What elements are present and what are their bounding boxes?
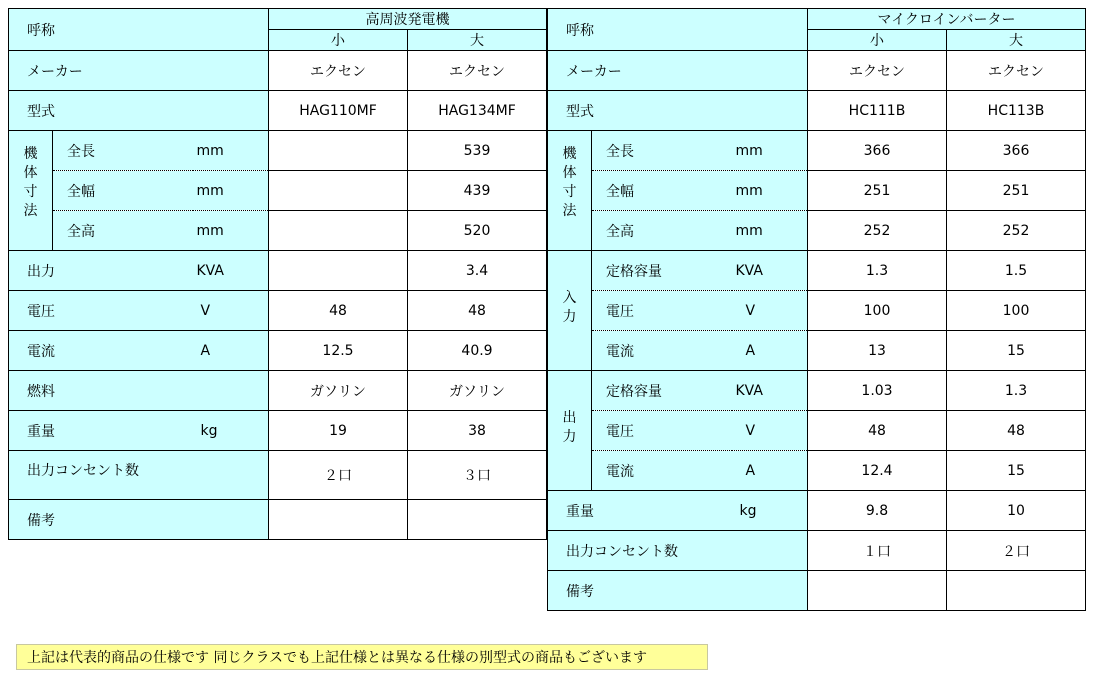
group-header: 高周波発電機 bbox=[269, 9, 547, 30]
width-large: 251 bbox=[947, 171, 1086, 211]
col-small-header: 小 bbox=[269, 30, 408, 51]
outlets-label: 出力コンセント数 bbox=[548, 531, 808, 571]
dimensions-group-label: 機 体 寸 法 bbox=[548, 131, 592, 251]
in-voltage-small: 100 bbox=[808, 291, 947, 331]
in-capacity-unit: KVA bbox=[732, 251, 808, 291]
width-label: 全幅 bbox=[592, 171, 732, 211]
height-large: 252 bbox=[947, 211, 1086, 251]
out-capacity-small: 1.03 bbox=[808, 371, 947, 411]
out-capacity-large: 1.3 bbox=[947, 371, 1086, 411]
width-unit: mm bbox=[732, 171, 808, 211]
length-small bbox=[269, 131, 408, 171]
model-small: HAG110MF bbox=[269, 91, 408, 131]
in-current-large: 15 bbox=[947, 331, 1086, 371]
high-frequency-generator-table bbox=[8, 8, 547, 540]
height-unit: mm bbox=[193, 211, 269, 251]
out-current-unit: A bbox=[732, 451, 808, 491]
maker-small: エクセン bbox=[269, 51, 408, 91]
model-large: HC113B bbox=[947, 91, 1086, 131]
in-capacity-large: 1.5 bbox=[947, 251, 1086, 291]
name-label: 呼称 bbox=[9, 9, 269, 51]
fuel-large: ガソリン bbox=[408, 371, 547, 411]
model-label: 型式 bbox=[548, 91, 808, 131]
length-unit: mm bbox=[732, 131, 808, 171]
model-small: HC111B bbox=[808, 91, 947, 131]
current-small: 12.5 bbox=[269, 331, 408, 371]
in-capacity-label: 定格容量 bbox=[592, 251, 732, 291]
length-large: 539 bbox=[408, 131, 547, 171]
in-voltage-unit: V bbox=[732, 291, 808, 331]
remarks-small bbox=[808, 571, 947, 611]
weight-unit: kg bbox=[193, 411, 269, 451]
in-capacity-small: 1.3 bbox=[808, 251, 947, 291]
length-small: 366 bbox=[808, 131, 947, 171]
output-label: 出力 bbox=[9, 251, 193, 291]
footnote: 上記は代表的商品の仕様です 同じクラスでも上記仕様とは異なる仕様の別型式の商品もございます bbox=[16, 644, 708, 670]
out-current-label: 電流 bbox=[592, 451, 732, 491]
remarks-label: 備考 bbox=[548, 571, 808, 611]
width-large: 439 bbox=[408, 171, 547, 211]
length-label: 全長 bbox=[53, 131, 193, 171]
voltage-label: 電圧 bbox=[9, 291, 193, 331]
group-header: マイクロインバーター bbox=[808, 9, 1086, 30]
maker-small: エクセン bbox=[808, 51, 947, 91]
output-large: 3.4 bbox=[408, 251, 547, 291]
maker-large: エクセン bbox=[947, 51, 1086, 91]
out-capacity-label: 定格容量 bbox=[592, 371, 732, 411]
weight-label: 重量 bbox=[9, 411, 193, 451]
weight-small: 19 bbox=[269, 411, 408, 451]
maker-large: エクセン bbox=[408, 51, 547, 91]
model-large: HAG134MF bbox=[408, 91, 547, 131]
out-capacity-unit: KVA bbox=[732, 371, 808, 411]
voltage-small: 48 bbox=[269, 291, 408, 331]
weight-large: 38 bbox=[408, 411, 547, 451]
outlets-small: ２口 bbox=[269, 451, 408, 500]
out-voltage-label: 電圧 bbox=[592, 411, 732, 451]
length-label: 全長 bbox=[592, 131, 732, 171]
width-unit: mm bbox=[193, 171, 269, 211]
maker-label: メーカー bbox=[9, 51, 269, 91]
col-large-header: 大 bbox=[408, 30, 547, 51]
outlets-large: ２口 bbox=[947, 531, 1086, 571]
output-unit: KVA bbox=[193, 251, 269, 291]
height-label: 全高 bbox=[53, 211, 193, 251]
col-small-header: 小 bbox=[808, 30, 947, 51]
out-voltage-small: 48 bbox=[808, 411, 947, 451]
in-current-label: 電流 bbox=[592, 331, 732, 371]
out-voltage-large: 48 bbox=[947, 411, 1086, 451]
fuel-label: 燃料 bbox=[9, 371, 269, 411]
micro-inverter-table bbox=[547, 8, 1086, 611]
height-large: 520 bbox=[408, 211, 547, 251]
height-unit: mm bbox=[732, 211, 808, 251]
height-label: 全高 bbox=[592, 211, 732, 251]
width-small: 251 bbox=[808, 171, 947, 211]
width-label: 全幅 bbox=[53, 171, 193, 211]
height-small bbox=[269, 211, 408, 251]
outlets-large: ３口 bbox=[408, 451, 547, 500]
remarks-label: 備考 bbox=[9, 500, 269, 540]
current-large: 40.9 bbox=[408, 331, 547, 371]
voltage-unit: V bbox=[193, 291, 269, 331]
remarks-small bbox=[269, 500, 408, 540]
out-voltage-unit: V bbox=[732, 411, 808, 451]
weight-label: 重量 bbox=[548, 491, 732, 531]
name-label: 呼称 bbox=[548, 9, 808, 51]
dimensions-group-label: 機 体 寸 法 bbox=[9, 131, 53, 251]
height-small: 252 bbox=[808, 211, 947, 251]
out-current-small: 12.4 bbox=[808, 451, 947, 491]
in-voltage-large: 100 bbox=[947, 291, 1086, 331]
input-group-label: 入 力 bbox=[548, 251, 592, 371]
fuel-small: ガソリン bbox=[269, 371, 408, 411]
weight-large: 10 bbox=[947, 491, 1086, 531]
voltage-large: 48 bbox=[408, 291, 547, 331]
current-label: 電流 bbox=[9, 331, 193, 371]
outlets-label: 出力コンセント数 bbox=[9, 451, 269, 500]
remarks-large bbox=[947, 571, 1086, 611]
maker-label: メーカー bbox=[548, 51, 808, 91]
weight-unit: kg bbox=[732, 491, 808, 531]
width-small bbox=[269, 171, 408, 211]
in-current-unit: A bbox=[732, 331, 808, 371]
col-large-header: 大 bbox=[947, 30, 1086, 51]
out-current-large: 15 bbox=[947, 451, 1086, 491]
length-unit: mm bbox=[193, 131, 269, 171]
model-label: 型式 bbox=[9, 91, 269, 131]
weight-small: 9.8 bbox=[808, 491, 947, 531]
in-current-small: 13 bbox=[808, 331, 947, 371]
output-small bbox=[269, 251, 408, 291]
current-unit: A bbox=[193, 331, 269, 371]
outlets-small: １口 bbox=[808, 531, 947, 571]
remarks-large bbox=[408, 500, 547, 540]
in-voltage-label: 電圧 bbox=[592, 291, 732, 331]
length-large: 366 bbox=[947, 131, 1086, 171]
output-group-label: 出 力 bbox=[548, 371, 592, 491]
